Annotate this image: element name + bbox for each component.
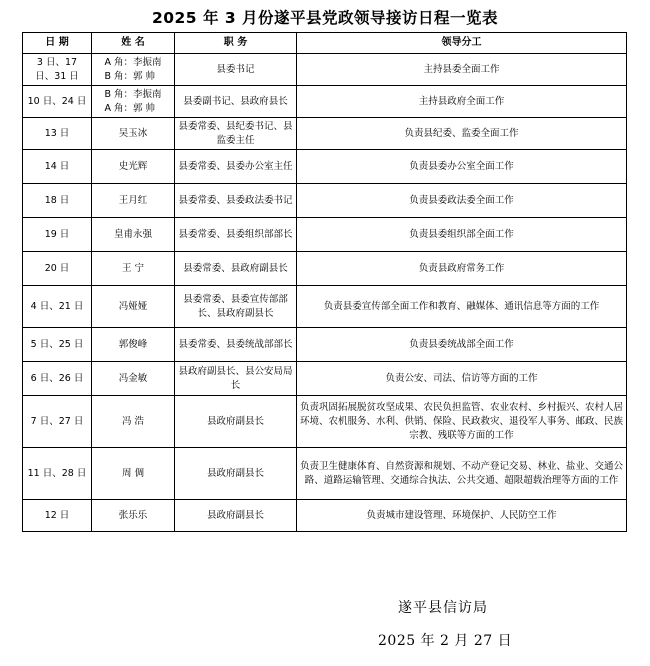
leader-names	[119, 127, 148, 141]
cell-name	[92, 252, 175, 286]
cell-name	[92, 150, 175, 184]
cell-date: 4 日、21 日	[23, 286, 92, 328]
cell-date: 19 日	[23, 218, 92, 252]
cell-name	[92, 218, 175, 252]
cell-date: 6 日、26 日	[23, 362, 92, 396]
cell-date: 7 日、27 日	[23, 396, 92, 448]
table-row	[23, 500, 627, 532]
cell-post: 县委常委、县政府副县长	[175, 252, 297, 286]
cell-duty: 负责县政府常务工作	[297, 252, 627, 286]
leader-names	[119, 338, 148, 352]
cell-duty: 负责县委政法委全面工作	[297, 184, 627, 218]
leader-name: 冯金敏	[118, 372, 148, 384]
leader-names	[122, 262, 144, 276]
table-row	[23, 218, 627, 252]
table-row	[23, 362, 627, 396]
cell-duty: 负责卫生健康体育、自然资源和规划、不动产登记交易、林业、盐业、交通公路、道路运输管理、交通综合执法、公共交通、超限超载治理等方面的工作	[297, 448, 627, 500]
cell-post: 县委书记	[175, 54, 297, 86]
schedule-table	[22, 32, 627, 532]
cell-post: 县委常委、县委组织部部长	[175, 218, 297, 252]
cell-duty: 负责巩固拓展脱贫攻坚成果、农民负担监管、农业农村、乡村振兴、农村人居环境、农机服务、水利、供销、保险、民政救灾、退役军人事务、邮政、民族宗教、残联等方面的工作	[297, 396, 627, 448]
header-post: 职 务	[175, 33, 297, 54]
issue-date: 2025 年 2 月 27 日	[378, 633, 513, 649]
cell-post: 县政府副县长	[175, 396, 297, 448]
leader-names	[114, 228, 152, 242]
header-name: 姓 名	[92, 33, 175, 54]
cell-name	[92, 396, 175, 448]
leader-name: 郭俊峰	[118, 338, 148, 350]
cell-duty: 负责县委宣传部全面工作和教育、融媒体、通讯信息等方面的工作	[297, 286, 627, 328]
cell-date: 11 日、28 日	[23, 448, 92, 500]
cell-duty: 负责县委办公室全面工作	[297, 150, 627, 184]
cell-duty: 主持县政府全面工作	[297, 86, 627, 118]
leader-names	[119, 372, 148, 386]
leader-name: 皇甫永强	[113, 228, 152, 240]
cell-name	[92, 86, 175, 118]
table-row	[23, 184, 627, 218]
leader-name: B 角：郭 帅	[104, 70, 156, 82]
cell-date: 3 日、17 日、31 日	[23, 54, 92, 86]
leader-names	[104, 56, 161, 84]
table-row	[23, 252, 627, 286]
table-header-row	[23, 33, 627, 54]
cell-date: 10 日、24 日	[23, 86, 92, 118]
cell-post: 县委常委、县委政法委书记	[175, 184, 297, 218]
cell-name	[92, 362, 175, 396]
cell-duty: 负责县委统战部全面工作	[297, 328, 627, 362]
leader-name: 王月红	[118, 194, 148, 206]
issuing-office: 遂平县信访局	[398, 600, 488, 616]
leader-names	[122, 467, 144, 481]
cell-date: 5 日、25 日	[23, 328, 92, 362]
cell-duty: 负责城市建设管理、环境保护、人民防空工作	[297, 500, 627, 532]
leader-names	[119, 509, 148, 523]
cell-post: 县委常委、县委宣传部部长、县政府副县长	[175, 286, 297, 328]
cell-duty: 负责公安、司法、信访等方面的工作	[297, 362, 627, 396]
leader-name: 冯 浩	[121, 415, 145, 427]
cell-date: 12 日	[23, 500, 92, 532]
cell-post: 县委副书记、县政府县长	[175, 86, 297, 118]
table-row	[23, 448, 627, 500]
cell-name	[92, 184, 175, 218]
cell-post: 县政府副县长	[175, 448, 297, 500]
table-row	[23, 54, 627, 86]
table-row	[23, 86, 627, 118]
leader-names	[119, 160, 148, 174]
table-row	[23, 118, 627, 150]
table-row	[23, 396, 627, 448]
header-duty: 领导分工	[297, 33, 627, 54]
table-row	[23, 286, 627, 328]
cell-date: 18 日	[23, 184, 92, 218]
cell-name	[92, 328, 175, 362]
cell-name	[92, 118, 175, 150]
leader-name: 史光辉	[118, 160, 148, 172]
page-title: 2025 年 3 月份遂平县党政领导接访日程一览表	[151, 9, 499, 27]
leader-names	[104, 88, 161, 116]
cell-duty: 主持县委全面工作	[297, 54, 627, 86]
leader-names	[119, 300, 148, 314]
cell-name	[92, 54, 175, 86]
leader-name: 王 宁	[121, 262, 145, 274]
leader-name: 吴玉冰	[118, 127, 148, 139]
cell-post: 县委常委、县委办公室主任	[175, 150, 297, 184]
leader-names	[119, 194, 148, 208]
cell-date: 20 日	[23, 252, 92, 286]
cell-duty: 负责县纪委、监委全面工作	[297, 118, 627, 150]
cell-date: 14 日	[23, 150, 92, 184]
cell-name	[92, 500, 175, 532]
leader-name: 冯娅娅	[118, 300, 148, 312]
cell-duty: 负责县委组织部全面工作	[297, 218, 627, 252]
cell-date: 13 日	[23, 118, 92, 150]
table-row	[23, 328, 627, 362]
table-row	[23, 150, 627, 184]
cell-post: 县政府副县长、县公安局局长	[175, 362, 297, 396]
leader-name: A 角：李振南	[104, 56, 162, 68]
cell-name	[92, 448, 175, 500]
leader-name: 张乐乐	[118, 509, 148, 521]
leader-name: 周 倜	[121, 467, 145, 479]
header-date: 日 期	[23, 33, 92, 54]
leader-names	[122, 415, 144, 429]
cell-name	[92, 286, 175, 328]
cell-post: 县委常委、县纪委书记、县监委主任	[175, 118, 297, 150]
cell-post: 县委常委、县委统战部部长	[175, 328, 297, 362]
leader-name: A 角：郭 帅	[104, 102, 156, 114]
leader-name: B 角：李振南	[104, 88, 162, 100]
cell-post: 县政府副县长	[175, 500, 297, 532]
